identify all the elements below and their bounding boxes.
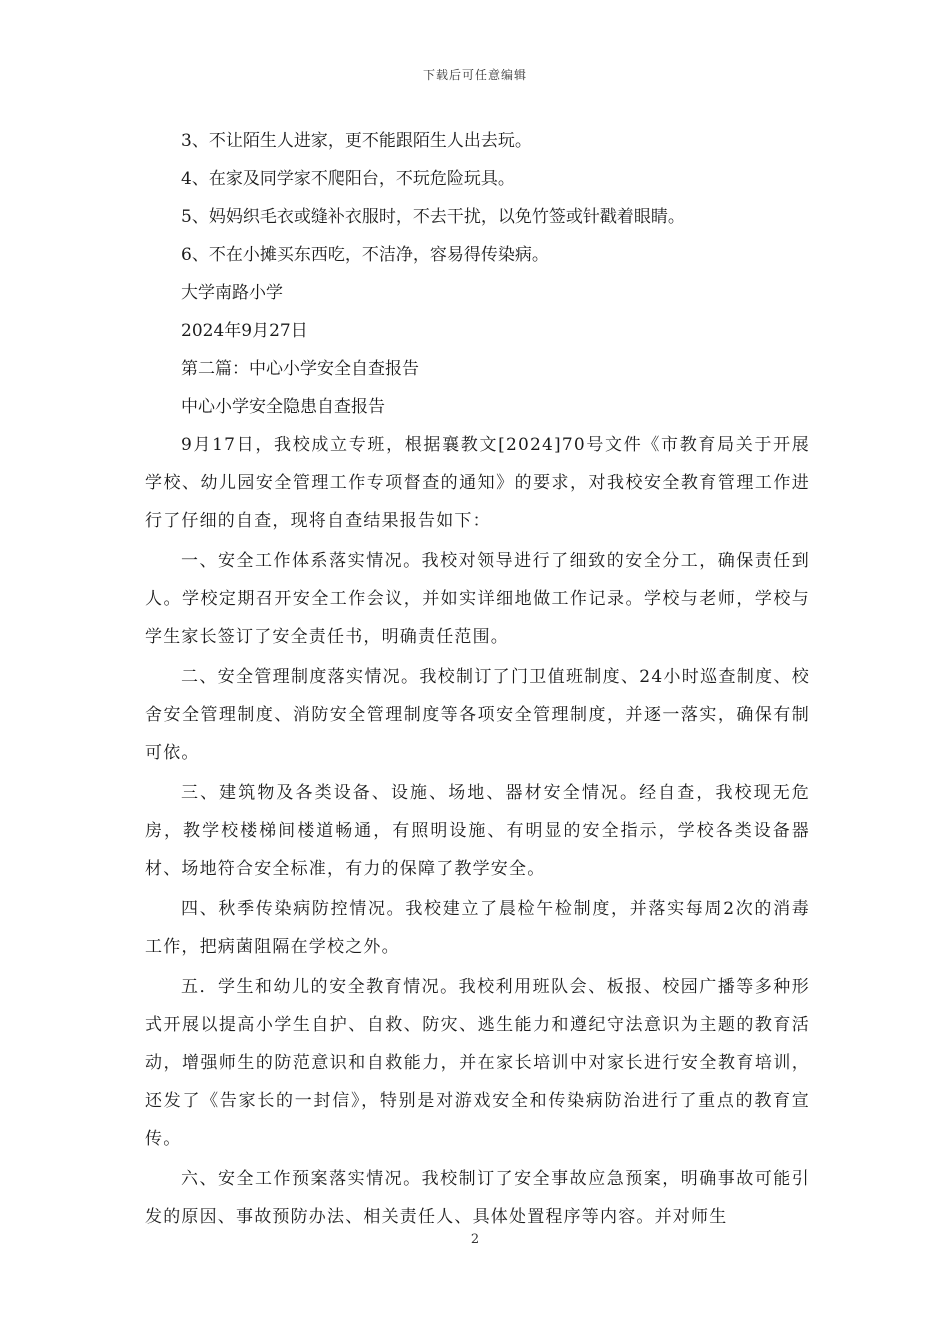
list-item: 6、不在小摊买东西吃，不洁净，容易得传染病。 [181, 245, 549, 265]
signature-school: 大学南路小学 [181, 283, 283, 303]
section-title: 第二篇：中心小学安全自查报告 [181, 359, 419, 379]
signature-date: 2024年9月27日 [181, 321, 308, 341]
paragraph-5: 五．学生和幼儿的安全教育情况。我校利用班队会、板报、校园广播等多种形式开展以提高小学生自护、自救、防灾、逃生能力和遵纪守法意识为主题的教育活动，增强师生的防范意识和自救能力，并在家长培训中对家长进行安全教育培训，还发了《告家长的一封信》，特别是对游戏安全和传染病防治进行了重点的教育宣传。 [145, 977, 810, 1149]
paragraph-1: 一、安全工作体系落实情况。我校对领导进行了细致的安全分工，确保责任到人。学校定期召开安全工作会议，并如实详细地做工作记录。学校与老师，学校与学生家长签订了安全责任书，明确责任范围。 [145, 551, 810, 647]
list-item: 5、妈妈织毛衣或缝补衣服时，不去干扰，以免竹签或针戳着眼睛。 [181, 207, 685, 227]
list-item: 3、不让陌生人进家，更不能跟陌生人出去玩。 [181, 131, 532, 151]
list-item: 4、在家及同学家不爬阳台，不玩危险玩具。 [181, 169, 515, 189]
section-subtitle: 中心小学安全隐患自查报告 [181, 397, 385, 417]
page-header: 下载后可任意编辑 [422, 68, 527, 82]
document-body [145, 122, 810, 1236]
safety-rules-list [145, 122, 810, 274]
paragraph-4: 四、秋季传染病防控情况。我校建立了晨检午检制度，并落实每周2次的消毒工作，把病菌阻隔在学校之外。 [145, 899, 810, 957]
page-number: 2 [470, 1232, 480, 1247]
paragraph-2: 二、安全管理制度落实情况。我校制订了门卫值班制度、24小时巡查制度、校舍安全管理制度、消防安全管理制度等各项安全管理制度，并逐一落实，确保有制可依。 [145, 667, 810, 763]
paragraph-6: 六、安全工作预案落实情况。我校制订了安全事故应急预案，明确事故可能引发的原因、事故预防办法、相关责任人、具体处置程序等内容。并对师生 [145, 1169, 810, 1227]
paragraph-3: 三、建筑物及各类设备、设施、场地、器材安全情况。经自查，我校现无危房，教学校楼梯间楼道畅通，有照明设施、有明显的安全指示，学校各类设备器材、场地符合安全标准，有力的保障了教学安全。 [145, 783, 810, 879]
paragraph-intro: 9月17日，我校成立专班，根据襄教文[2024]70号文件《市教育局关于开展学校、幼儿园安全管理工作专项督查的通知》的要求，对我校安全教育管理工作进行了仔细的自查，现将自查结果报告如下： [145, 435, 810, 531]
